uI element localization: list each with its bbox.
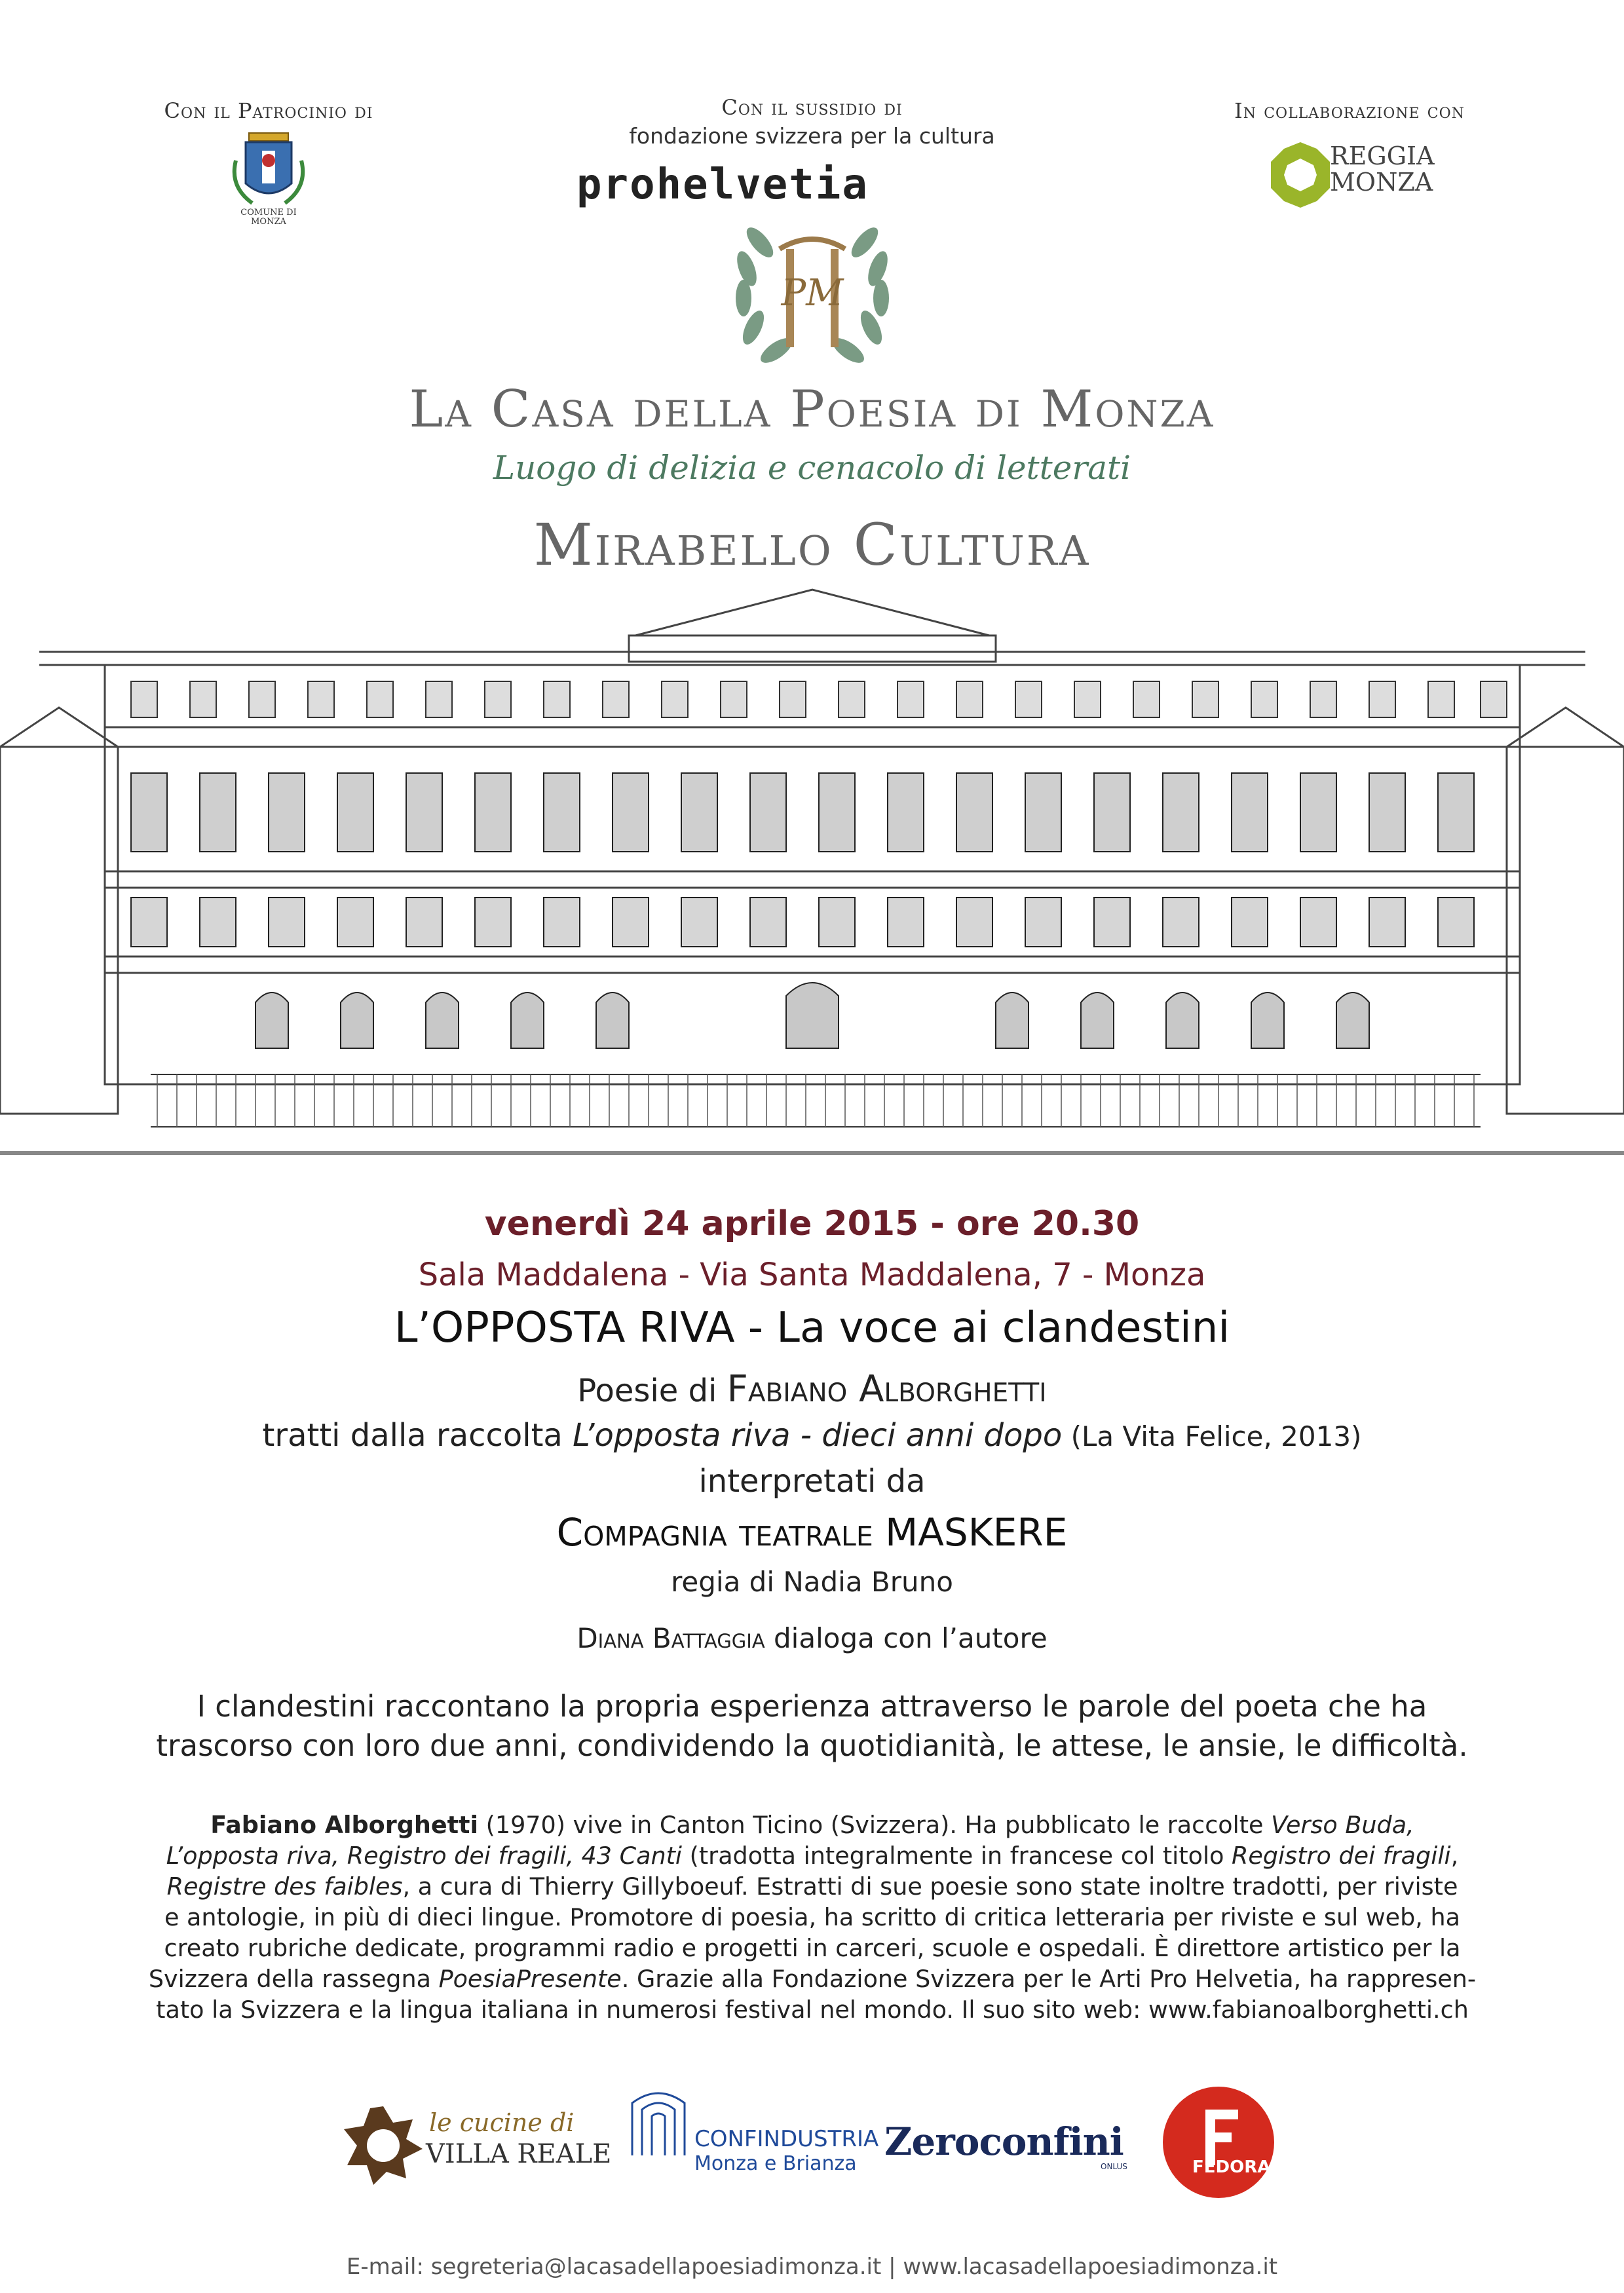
- intro-paragraph: [0, 1687, 1624, 1766]
- confindustria-icon: [626, 2090, 691, 2162]
- company-prefix: Compagnia teatrale: [556, 1510, 886, 1555]
- author-bio: [124, 1810, 1500, 2025]
- publisher: (La Vita Felice, 2013): [1062, 1420, 1362, 1452]
- bio-italic: PoesiaPresente: [438, 1965, 622, 1993]
- cucine-name: VILLA REALE: [426, 2139, 612, 2169]
- bio-name: Fabiano Alborghetti: [210, 1811, 478, 1839]
- prohelvetia-logo: prohelvetia: [576, 161, 869, 209]
- mirabello-subtitle: Mirabello Cultura: [533, 511, 1091, 578]
- cucine-villa-reale-star-icon: [341, 2103, 426, 2188]
- fedora-badge-icon: [1160, 2083, 1277, 2201]
- villa-reale-illustration: [0, 577, 1624, 1173]
- poesie-prefix: Poesie di: [577, 1373, 727, 1409]
- bio-text: (1970) vive in Canton Ticino (Svizzera). Ha pubblicato le raccolte: [478, 1811, 1272, 1839]
- bio-line-3: [124, 1871, 1500, 1902]
- confindustria-sub: Monza e Brianza: [694, 2152, 857, 2175]
- fedora-label: FEDORA: [1192, 2157, 1271, 2177]
- bio-line-5: creato rubriche dedicate, programmi radio e progetti in carceri, scuole e ospedali. È direttore artistico per la: [164, 1934, 1461, 1962]
- event-date: venerdì 24 aprile 2015 - ore 20.30: [484, 1204, 1140, 1243]
- company-name: MASKERE: [885, 1510, 1068, 1555]
- bio-line-1: [124, 1810, 1500, 1840]
- regia-line: regia di Nadia Bruno: [671, 1566, 953, 1598]
- cucine-script: le cucine di: [429, 2108, 575, 2137]
- bio-text: (tradotta integralmente in francese col titolo: [682, 1842, 1232, 1870]
- bio-line-2: [124, 1840, 1500, 1871]
- dialog-rest: dialoga con l’autore: [765, 1622, 1048, 1654]
- reggia-monza-wordmark: [1330, 143, 1435, 195]
- tratti-prefix: tratti dalla raccolta: [262, 1417, 573, 1454]
- bio-text: ,: [1450, 1842, 1459, 1870]
- motto: Luogo di delizia e cenacolo di letterati: [493, 449, 1131, 487]
- bio-text: . Grazie alla Fondazione Svizzera per le Arti Pro Helvetia, ha rappresen-: [621, 1965, 1477, 1993]
- intro-line-1: I clandestini raccontano la propria esperienza attraverso le parole del poeta che ha: [197, 1689, 1427, 1724]
- bio-line-7: tato la Svizzera e la lingua italiana in numerosi festival nel mondo. Il suo sito web: www.fabianoalborghetti.ch: [156, 1996, 1469, 2024]
- tratti-line: [0, 1417, 1624, 1454]
- house-title: La Casa della Poesia di Monza: [409, 380, 1215, 439]
- dialog-name: Diana Battaggia: [576, 1622, 765, 1654]
- patrocinio-label: Con il Patrocinio di: [164, 98, 373, 123]
- author-name: Fabiano Alborghetti: [727, 1368, 1047, 1411]
- reggia-bottom: MONZA: [1330, 168, 1433, 197]
- sussidio-sub: fondazione svizzera per la cultura: [629, 123, 995, 149]
- company-line: [0, 1510, 1624, 1555]
- zeroconfini-logo: Zeroconfini: [884, 2119, 1124, 2164]
- interpretati-line: interpretati da: [698, 1463, 926, 1500]
- footer-contacts: E-mail: segreteria@lacasadellapoesiadimonza.it | www.lacasadellapoesiadimonza.it: [346, 2254, 1278, 2280]
- bio-italic: Registre des faibles: [166, 1872, 403, 1901]
- monogram: PM: [781, 272, 844, 314]
- dialog-line: [0, 1622, 1624, 1654]
- reggia-monza-octagon-icon: [1264, 139, 1336, 211]
- sussidio-label: Con il sussidio di: [721, 95, 903, 120]
- event-venue: Sala Maddalena - Via Santa Maddalena, 7 - Monza: [418, 1257, 1206, 1293]
- event-title: L’OPPOSTA RIVA - La voce ai clandestini: [394, 1304, 1230, 1352]
- collaborazione-label: In collaborazione con: [1234, 98, 1465, 123]
- zeroconfini-sub: ONLUS: [1101, 2162, 1127, 2171]
- bio-italic: L’opposta riva, Registro dei fragili, 43 Canti: [166, 1842, 683, 1870]
- bio-text: , a cura di Thierry Gillyboeuf. Estratti di sue poesie sono state inoltre tradotti, per riviste: [402, 1872, 1458, 1901]
- intro-line-2: trascorso con loro due anni, condividendo la quotidianità, le attese, le ansie, le difficoltà.: [156, 1728, 1468, 1763]
- comune-caption: COMUNE DI MONZA: [240, 208, 297, 227]
- bio-line-4: e antologie, in più di dieci lingue. Promotore di poesia, ha scritto di critica letteraria per riviste e sul web, ha: [164, 1903, 1461, 1931]
- bio-italic: Verso Buda,: [1271, 1811, 1414, 1839]
- bio-line-6: [124, 1963, 1500, 1994]
- reggia-top: REGGIA: [1330, 142, 1435, 170]
- book-title: L’opposta riva - dieci anni dopo: [573, 1417, 1063, 1454]
- bio-text: Svizzera della rassegna: [148, 1965, 439, 1993]
- confindustria-name: CONFINDUSTRIA: [694, 2126, 879, 2152]
- poesie-line: [0, 1368, 1624, 1411]
- bio-italic: Registro dei fragili: [1232, 1842, 1451, 1870]
